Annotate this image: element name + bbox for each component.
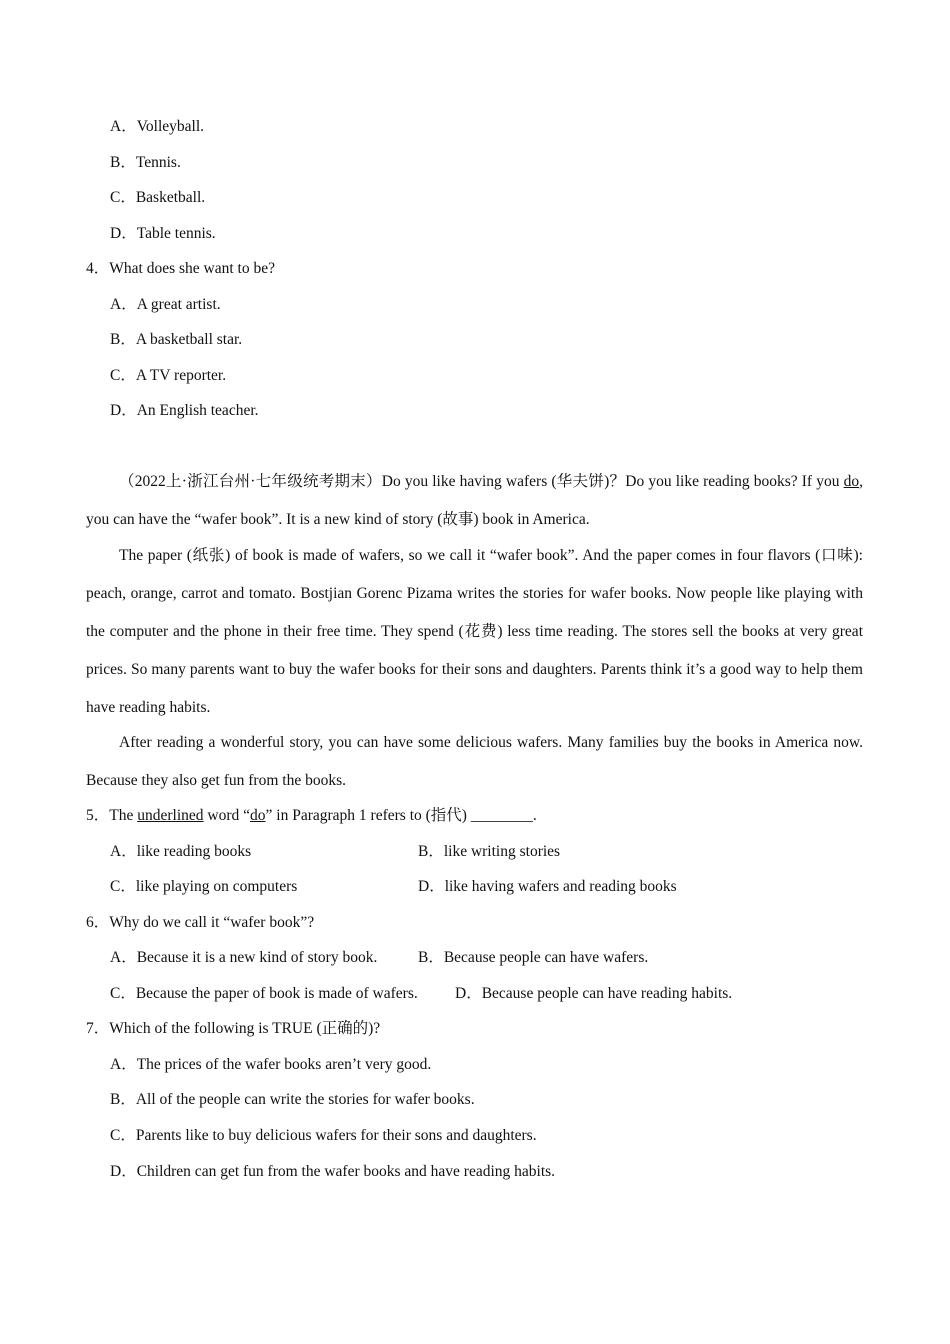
- q6-option-a: A．Because it is a new kind of story book.: [110, 949, 378, 966]
- q3-option-d: D．Table tennis.: [110, 225, 216, 242]
- q4-option-a: A．A great artist.: [110, 296, 221, 313]
- q4-option-b: B．A basketball star.: [110, 331, 243, 348]
- q7-question: 7．Which of the following is TRUE (正确的)?: [86, 1020, 381, 1037]
- q5-option-b: B．like writing stories: [418, 843, 561, 860]
- q4-option-c: C．A TV reporter.: [110, 367, 227, 384]
- q5-underlined-word: underlined: [137, 807, 204, 824]
- q3-option-a: A．Volleyball.: [110, 118, 204, 135]
- q6-option-c: C．Because the paper of book is made of wafers.: [110, 985, 418, 1002]
- passage-p1-text-end: , you can have the “wafer book”. It is a new kind of story (故事) book in America.: [86, 473, 863, 528]
- q6-option-d: D．Because people can have reading habits.: [455, 985, 733, 1002]
- q6-question: 6．Why do we call it “wafer book”?: [86, 914, 315, 931]
- q7-option-a: A．The prices of the wafer books aren’t very good.: [110, 1056, 432, 1073]
- passage-paragraph-3: After reading a wonderful story, you can have some delicious wafers. Many families buy the books in America now. Because they also get fun from the books.: [86, 734, 863, 789]
- q7-option-d: D．Children can get fun from the wafer books and have reading habits.: [110, 1163, 556, 1180]
- q5-option-a: A．like reading books: [110, 843, 252, 860]
- q3-option-c: C．Basketball.: [110, 189, 206, 206]
- q4-option-d: D．An English teacher.: [110, 402, 259, 419]
- q5-prefix: 5．The: [86, 807, 138, 824]
- q5-mid: word “: [203, 807, 251, 824]
- passage-source: （2022上·浙江台州·七年级统考期末）: [119, 473, 382, 490]
- q5-option-c: C．like playing on computers: [110, 878, 298, 895]
- q5-option-d: D．like having wafers and reading books: [418, 878, 677, 895]
- q7-option-b: B．All of the people can write the stories for wafer books.: [110, 1091, 475, 1108]
- underlined-word-do: do: [843, 473, 860, 490]
- q6-option-b: B．Because people can have wafers.: [418, 949, 649, 966]
- q7-option-c: C．Parents like to buy delicious wafers for their sons and daughters.: [110, 1127, 537, 1144]
- passage-paragraph-2: The paper (纸张) of book is made of wafers, so we call it “wafer book”. And the paper comes in four flavors (口味): peach, orange, carrot and tomato. Bostjian Gorenc Pizama writes the stories for wafer books. Now people like playing with the computer and the phone in their free time. They spend (花费) less time reading. The stores sell the books at very great prices. So many parents want to buy the wafer books for their sons and daughters. Parents think it’s a good way to help them have reading habits.: [86, 547, 863, 716]
- q4-question: 4．What does she want to be?: [86, 260, 275, 277]
- q5-underlined-do: do: [250, 807, 266, 824]
- passage-p1-text: Do you like having wafers (华夫饼)？Do you like reading books? If you: [381, 473, 844, 490]
- q5-suffix: ” in Paragraph 1 refers to (指代) ________.: [265, 807, 537, 824]
- q5-question: [86, 806, 537, 826]
- passage-paragraph-1: [86, 463, 863, 539]
- q3-option-b: B．Tennis.: [110, 154, 181, 171]
